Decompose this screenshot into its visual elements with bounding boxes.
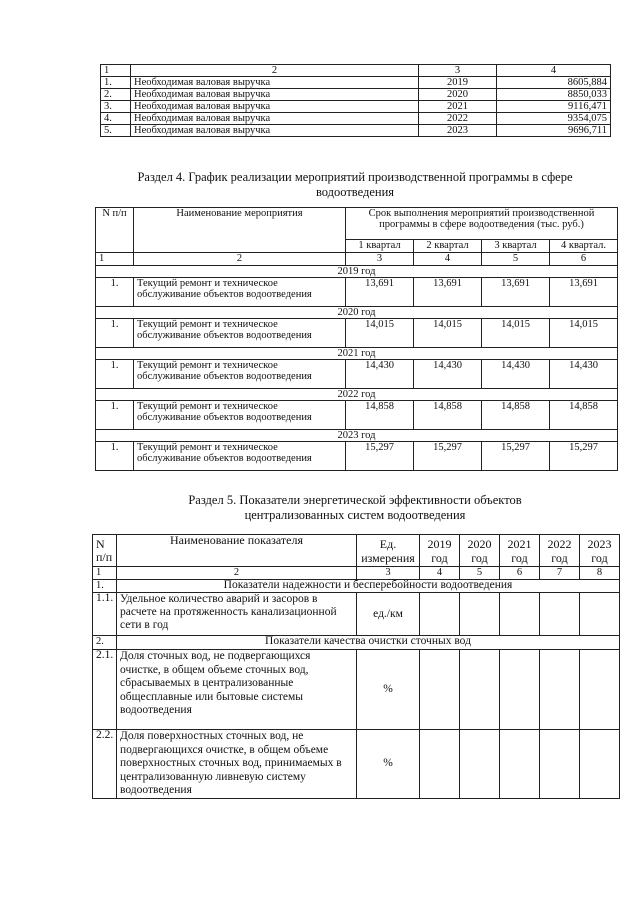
col-number: 2 — [117, 567, 357, 580]
row-unit: ед./км — [357, 593, 420, 636]
table-row — [101, 89, 611, 101]
row-value: 15,297 — [414, 442, 482, 471]
row-value: 14,430 — [550, 360, 618, 389]
quarter-header: 2 квартал — [414, 240, 482, 253]
row-name: Текущий ремонт и техническое обслуживание объектов водоотведения — [134, 278, 346, 307]
efficiency-table — [92, 534, 620, 799]
section4-title-line2: водоотведения — [315, 185, 395, 199]
col-unit-header: Ед. измерения — [357, 535, 420, 567]
row-number: 1. — [96, 319, 134, 348]
col-number: 5 — [482, 253, 550, 266]
year-row — [96, 266, 618, 278]
group-title: Показатели надежности и бесперебойности водоотведения — [117, 580, 620, 593]
row-name: Текущий ремонт и техническое обслуживание объектов водоотведения — [134, 401, 346, 430]
row-number: 2.1. — [93, 650, 117, 730]
empty-cell — [460, 593, 500, 636]
row-value: 14,858 — [414, 401, 482, 430]
empty-cell — [460, 730, 500, 799]
table-row — [93, 593, 620, 636]
col-number: 3 — [346, 253, 414, 266]
year-label: 2022 год — [96, 389, 618, 401]
row-value: 14,430 — [482, 360, 550, 389]
row-value: 15,297 — [482, 442, 550, 471]
col-name-header: Наименование мероприятия — [134, 208, 346, 253]
col-number: 3 — [357, 567, 420, 580]
row-number: 1. — [96, 401, 134, 430]
row-name: Необходимая валовая выручка — [131, 101, 419, 113]
empty-cell — [580, 730, 620, 799]
group-row — [93, 580, 620, 593]
col-number: 1 — [93, 567, 117, 580]
col-n-header: N п/п — [96, 208, 134, 253]
row-year: 2022 — [419, 113, 497, 125]
row-unit: % — [357, 730, 420, 799]
revenue-table — [100, 64, 611, 137]
row-value: 9354,075 — [497, 113, 611, 125]
row-name: Необходимая валовая выручка — [131, 125, 419, 137]
row-value: 15,297 — [550, 442, 618, 471]
row-value: 13,691 — [482, 278, 550, 307]
year-label: 2021 год — [96, 348, 618, 360]
row-year: 2019 — [419, 77, 497, 89]
table-header-row — [96, 208, 618, 240]
empty-cell — [540, 593, 580, 636]
table-row — [93, 650, 620, 730]
row-name: Необходимая валовая выручка — [131, 113, 419, 125]
empty-cell — [580, 650, 620, 730]
table-row — [96, 360, 618, 389]
row-number: 5. — [101, 125, 131, 137]
header-cell: 3 — [419, 65, 497, 77]
row-name: Необходимая валовая выручка — [131, 89, 419, 101]
col-number: 4 — [420, 567, 460, 580]
empty-cell — [500, 593, 540, 636]
col-number: 8 — [580, 567, 620, 580]
year-row — [96, 307, 618, 319]
row-value: 14,015 — [414, 319, 482, 348]
row-year: 2021 — [419, 101, 497, 113]
section4-title-line1: Раздел 4. График реализации мероприятий производственной программы в сфере — [137, 170, 573, 184]
quarter-header: 4 квартал. — [550, 240, 618, 253]
col-year-header: 2023 год — [580, 535, 620, 567]
row-name: Текущий ремонт и техническое обслуживание объектов водоотведения — [134, 319, 346, 348]
table-row — [93, 730, 620, 799]
table-row — [101, 77, 611, 89]
col-year-header: 2022 год — [540, 535, 580, 567]
quarter-header: 3 квартал — [482, 240, 550, 253]
col-name-header: Наименование показателя — [117, 535, 357, 567]
table-row — [96, 319, 618, 348]
group-title: Показатели качества очистки сточных вод — [117, 636, 620, 650]
row-year: 2023 — [419, 125, 497, 137]
row-number: 1.1. — [93, 593, 117, 636]
col-year-header: 2020 год — [460, 535, 500, 567]
section5-title — [100, 493, 610, 523]
col-number: 1 — [96, 253, 134, 266]
empty-cell — [460, 650, 500, 730]
row-number: 2.2. — [93, 730, 117, 799]
row-name: Текущий ремонт и техническое обслуживание объектов водоотведения — [134, 360, 346, 389]
row-value: 13,691 — [550, 278, 618, 307]
table-row — [101, 113, 611, 125]
col-number: 6 — [550, 253, 618, 266]
row-year: 2020 — [419, 89, 497, 101]
row-value: 13,691 — [346, 278, 414, 307]
header-cell: 2 — [131, 65, 419, 77]
table-row — [101, 101, 611, 113]
row-number: 1. — [96, 442, 134, 471]
table-row — [101, 125, 611, 137]
year-row — [96, 389, 618, 401]
row-name: Доля сточных вод, не подвергающихся очистке, в общем объеме сточных вод, сбрасываемых в централизованные общесплавные или бытовые системы водоотведения — [117, 650, 357, 730]
row-number: 1. — [96, 278, 134, 307]
row-value: 9696,711 — [497, 125, 611, 137]
col-year-header: 2019 год — [420, 535, 460, 567]
empty-cell — [540, 650, 580, 730]
row-value: 14,858 — [550, 401, 618, 430]
row-number: 3. — [101, 101, 131, 113]
col-number: 4 — [414, 253, 482, 266]
table-row — [96, 278, 618, 307]
row-number: 1. — [96, 360, 134, 389]
row-value: 15,297 — [346, 442, 414, 471]
col-number: 5 — [460, 567, 500, 580]
col-number: 7 — [540, 567, 580, 580]
empty-cell — [500, 730, 540, 799]
year-label: 2020 год — [96, 307, 618, 319]
table-row — [96, 442, 618, 471]
row-name: Необходимая валовая выручка — [131, 77, 419, 89]
col-year-header: 2021 год — [500, 535, 540, 567]
row-value: 14,430 — [346, 360, 414, 389]
row-value: 14,015 — [346, 319, 414, 348]
row-value: 14,858 — [346, 401, 414, 430]
header-cell: 4 — [497, 65, 611, 77]
row-value: 14,015 — [482, 319, 550, 348]
empty-cell — [540, 730, 580, 799]
column-number-row — [93, 567, 620, 580]
row-number: 4. — [101, 113, 131, 125]
col-n-header: N п/п — [93, 535, 117, 567]
year-label: 2023 год — [96, 430, 618, 442]
col-number: 2 — [134, 253, 346, 266]
group-number: 1. — [93, 580, 117, 593]
row-name: Доля поверхностных сточных вод, не подвергающихся очистке, в общем объеме поверхностных сточных вод, принимаемых в централизованную ливневую систему водоотведения — [117, 730, 357, 799]
section5-title-line2: централизованных систем водоотведения — [244, 508, 466, 522]
empty-cell — [500, 650, 540, 730]
row-value: 13,691 — [414, 278, 482, 307]
section5-title-line1: Раздел 5. Показатели энергетической эффективности объектов — [188, 493, 522, 507]
group-row — [93, 636, 620, 650]
row-number: 2. — [101, 89, 131, 101]
row-unit: % — [357, 650, 420, 730]
table-row — [96, 401, 618, 430]
schedule-table — [95, 207, 618, 471]
section4-title — [100, 170, 610, 200]
row-name: Удельное количество аварий и засоров в расчете на протяженность канализационной сети в год — [117, 593, 357, 636]
quarter-header: 1 квартал — [346, 240, 414, 253]
column-number-row — [96, 253, 618, 266]
year-row — [96, 348, 618, 360]
empty-cell — [420, 730, 460, 799]
table-header-row — [101, 65, 611, 77]
header-cell: 1 — [101, 65, 131, 77]
row-value: 9116,471 — [497, 101, 611, 113]
empty-cell — [580, 593, 620, 636]
row-number: 1. — [101, 77, 131, 89]
table-header-row — [93, 535, 620, 567]
year-row — [96, 430, 618, 442]
group-number: 2. — [93, 636, 117, 650]
row-value: 14,015 — [550, 319, 618, 348]
col-number: 6 — [500, 567, 540, 580]
row-value: 8605,884 — [497, 77, 611, 89]
row-value: 14,430 — [414, 360, 482, 389]
empty-cell — [420, 593, 460, 636]
empty-cell — [420, 650, 460, 730]
row-value: 14,858 — [482, 401, 550, 430]
year-label: 2019 год — [96, 266, 618, 278]
col-term-header: Срок выполнения мероприятий производственной программы в сфере водоотведения (тыс. руб.) — [346, 208, 618, 240]
row-name: Текущий ремонт и техническое обслуживание объектов водоотведения — [134, 442, 346, 471]
row-value: 8850,033 — [497, 89, 611, 101]
